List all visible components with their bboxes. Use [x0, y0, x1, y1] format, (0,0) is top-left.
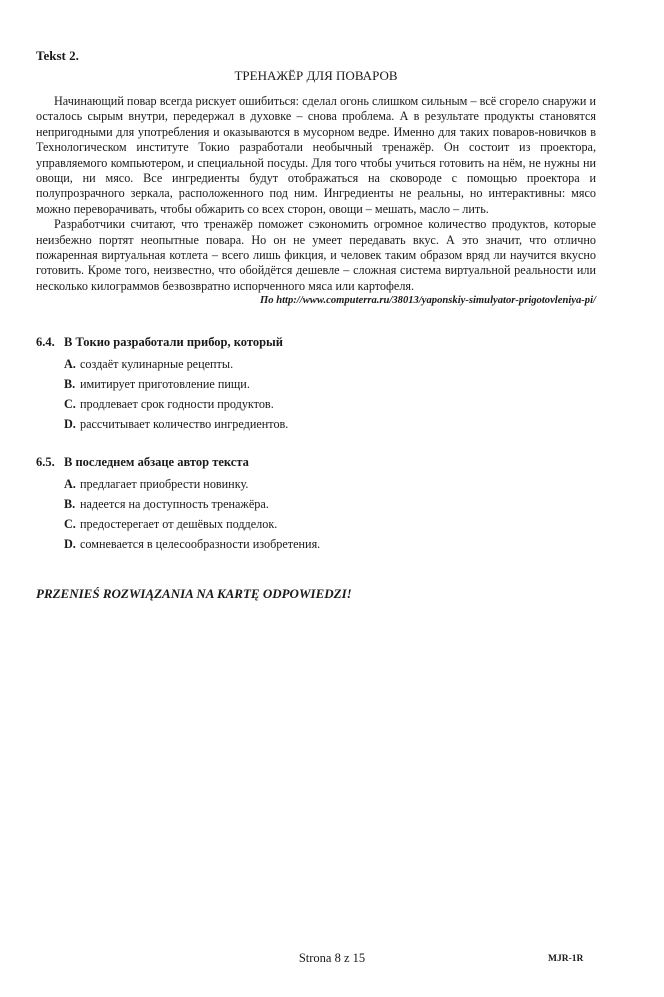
question-6-5 — [36, 454, 596, 554]
transfer-instruction: PRZENIEŚ ROZWIĄZANIA NA KARTĘ ODPOWIEDZI! — [36, 586, 352, 602]
article-paragraph-1: Начинающий повар всегда рискует ошибиться: сделал огонь слишком сильным – всё сгорело снаружи и осталось сырым внутри, передержал в духовке – снова проблема. А в результате продукты становятся непригодными для употребления и оказываются в мусорном ведре. Именно для таких поваров-новичков в Технологическом институте Токио разработали необычный тренажёр. Он состоит из проектора, управляемого компьютером, и специальной посуды. Для того чтобы учиться готовить на нём, не нужны ни овощи, ни мясо. Все ингредиенты будут отображаться на сковороде с помощью проектора и полупрозрачного зеркала, расположенного под ним. Ингредиенты не реальны, но интерактивны: мясо можно переворачивать, чтобы обжарить со всех сторон, овощи – мешать, масло – лить. — [36, 94, 596, 216]
answer-option-a: A. предлагает приобрести новинку. — [64, 477, 249, 492]
answer-option-c: C. предостерегает от дешёвых подделок. — [64, 517, 278, 532]
question-number: 6.4. — [36, 335, 55, 350]
answer-option-d: D. сомневается в целесообразности изобретения. — [64, 537, 321, 552]
article-title: ТРЕНАЖЁР ДЛЯ ПОВАРОВ — [234, 68, 398, 83]
document-page — [36, 48, 596, 615]
question-text: В Токио разработали прибор, который — [64, 335, 284, 350]
answer-option-b: B. имитирует приготовление пищи. — [64, 377, 250, 392]
question-number: 6.5. — [36, 455, 55, 470]
page-number: Strona 8 z 15 — [298, 951, 366, 965]
question-text: В последнем абзаце автор текста — [64, 455, 249, 470]
text-label: Tekst 2. — [36, 48, 79, 63]
answer-option-c: C. продлевает срок годности продуктов. — [64, 397, 274, 412]
question-6-4 — [36, 334, 596, 434]
answer-option-a: A. создаёт кулинарные рецепты. — [64, 357, 234, 372]
answer-option-b: B. надеется на доступность тренажёра. — [64, 497, 269, 512]
answer-option-d: D. рассчитывает количество ингредиентов. — [64, 417, 289, 432]
exam-code: MJR-1R — [548, 954, 584, 964]
source-citation: По http://www.computerra.ru/38013/yaponskiy-simulyator-prigotovleniya-pi/ — [260, 295, 596, 307]
article-paragraph-2: Разработчики считают, что тренажёр поможет сэкономить огромное количество продуктов, которые неизбежно портят неопытные повара. Но он не умеет передавать вкус. А это значит, что отлично пожаренная виртуальная котлета – всего лишь фикция, и человек таким образом вряд ли научится вкусно готовить. Кроме того, неизвестно, что обойдётся дешевле – сложная система виртуальной реальности или несколько килограммов безвозвратно испорченного мяса или картофеля. — [36, 217, 596, 293]
